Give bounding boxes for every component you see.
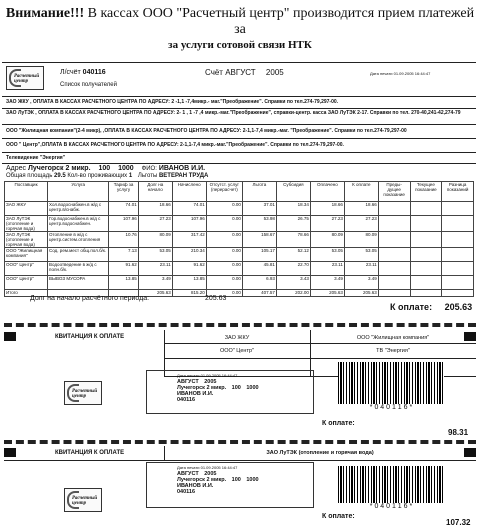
notice-line-2: за услуги сотовой связи НТК — [168, 39, 312, 51]
col-header: Долг на начало — [138, 182, 172, 202]
receipt2-pay-label: К оплате: — [322, 513, 355, 520]
table-row — [5, 232, 474, 248]
area-value: 29.5 — [54, 173, 66, 179]
receipt2-print-date: Дата печати 01.09.2005 16:44:47 — [177, 465, 238, 470]
receipt1-street: Лучегорск 2 микр. — [177, 385, 227, 391]
table-cell: 53.05 — [344, 248, 378, 262]
receipt1-pay-label: К оплате: — [322, 420, 355, 427]
table-cell: 18.66 — [310, 202, 344, 216]
debt-label: Долг на начало расчётного периода: — [30, 295, 150, 302]
receipt1-col-1: ЗАО ЖКУ — [224, 335, 250, 341]
table-cell: 407.57 — [242, 290, 276, 297]
bill-label: Счёт — [205, 68, 223, 77]
table-cell: 53.05 — [310, 248, 344, 262]
table-cell: 3.49 — [344, 276, 378, 290]
table-cell: 7.13 — [109, 248, 138, 262]
table-row — [5, 262, 474, 276]
table-cell: ЗАО ЛуТЭК (отопление и горячая вода) — [5, 232, 48, 248]
table-cell — [410, 202, 442, 216]
recipients-label: Список получателей — [60, 82, 117, 88]
table-cell: 205.63 — [344, 290, 378, 297]
table-cell: 0.00 — [206, 248, 242, 262]
address-flat: 1000 — [118, 165, 134, 172]
account-label: Л/счёт — [60, 69, 81, 76]
table-cell: Гор.водоснабжен.в ж/д с центр.водоснабжен. — [48, 216, 109, 232]
table-row — [5, 202, 474, 216]
bill-month: АВГУСТ — [225, 68, 256, 77]
col-header: Льгота — [242, 182, 276, 202]
table-cell: ООО "Жилищная компания" — [5, 248, 48, 262]
table-cell: ЗАО ЛуТЭК (отопление и горячая вода) — [5, 216, 48, 232]
table-header-row — [5, 182, 474, 202]
table-cell: 210.34 — [172, 248, 206, 262]
table-cell — [442, 290, 474, 297]
table-cell: Отопление в ж/д с центр.систем.отопления — [48, 232, 109, 248]
table-cell: 37.01 — [242, 202, 276, 216]
table-cell: 53.05 — [138, 248, 172, 262]
notice-banner — [0, 6, 480, 52]
to-pay-value: 205.63 — [444, 302, 473, 312]
table-cell — [410, 232, 442, 248]
table-cell — [442, 216, 474, 232]
receipt-marker — [4, 448, 16, 457]
receipt1-col-3: ООО" Центр" — [219, 348, 254, 354]
table-cell — [410, 262, 442, 276]
recipient-4: ООО " Центр",ОПЛАТА В КАССАХ РАСЧЕТНОГО ЦЕНТРА ПО АДРЕСУ: 2-1,1-7,4 микр.-маг."Преображение". Справки по тел.274-79,297-00. — [6, 142, 344, 148]
table-cell: 0.00 — [206, 202, 242, 216]
table-cell: 317.42 — [172, 232, 206, 248]
table-cell: 80.09 — [138, 232, 172, 248]
receipt1-house: 100 — [231, 385, 241, 391]
table-cell: 6.93 — [242, 276, 276, 290]
receipt2-logo — [64, 488, 102, 512]
residents-label: Кол-во проживающих — [67, 173, 128, 179]
table-cell: 27.23 — [138, 216, 172, 232]
benefits-label: Льготы — [137, 173, 158, 179]
table-cell: 27.23 — [310, 216, 344, 232]
area-label: Общая площадь — [6, 173, 53, 179]
receipt-marker — [4, 332, 16, 341]
table-cell: Водоотведение в ж/д с полн.б/к. — [48, 262, 109, 276]
table-cell: 202.00 — [276, 290, 310, 297]
table-cell: 80.09 — [310, 232, 344, 248]
table-cell: 45.81 — [242, 262, 276, 276]
bill-title — [205, 68, 284, 77]
receipt2-house: 100 — [231, 477, 241, 483]
receipt2-month: АВГУСТ — [177, 471, 199, 477]
to-pay-label: К оплате: — [390, 302, 433, 312]
fio-value: ИВАНОВ И.И. — [158, 165, 206, 172]
account-line — [60, 70, 106, 76]
table-cell: 3.49 — [138, 276, 172, 290]
table-cell: 78.66 — [276, 232, 310, 248]
table-cell — [378, 262, 410, 276]
residents-value: 1 — [128, 173, 133, 179]
table-cell: 3.43 — [276, 276, 310, 290]
table-cell: 0.00 — [206, 232, 242, 248]
table-cell: 26.75 — [276, 216, 310, 232]
table-cell — [378, 232, 410, 248]
logo-text: Расчетный центр — [72, 496, 98, 506]
table-cell: ВЫВОЗ МУСОРА — [48, 276, 109, 290]
table-cell: 815.20 — [172, 290, 206, 297]
receipt2-year: 2005 — [204, 471, 217, 477]
receipt2-fio: ИВАНОВ И.И. — [177, 483, 214, 489]
col-header: Субсидия — [276, 182, 310, 202]
table-row — [5, 248, 474, 262]
table-cell: Итого — [5, 290, 48, 297]
col-header: Тариф за услугу — [109, 182, 138, 202]
receipt2-street: Лучегорск 2 микр. — [177, 477, 227, 483]
table-cell: ЗАО ЖКУ — [5, 202, 48, 216]
table-cell — [442, 232, 474, 248]
table-cell: 107.96 — [172, 216, 206, 232]
table-cell: 158.67 — [242, 232, 276, 248]
table-cell: 22.70 — [276, 262, 310, 276]
table-cell: 18.34 — [276, 202, 310, 216]
col-header: Оплачено — [310, 182, 344, 202]
table-cell: 0.00 — [206, 276, 242, 290]
receipt1-logo — [64, 381, 102, 405]
table-cell — [378, 290, 410, 297]
services-table — [4, 181, 474, 297]
col-header: Поставщик — [5, 182, 48, 202]
table-cell: 23.11 — [310, 262, 344, 276]
table-cell: 0.00 — [206, 290, 242, 297]
recipient-5: Телевидение "Энергия" — [6, 155, 66, 161]
receipt1-print-date: Дата печати 01.09.2005 16:44:47 — [177, 373, 238, 378]
receipt2-barcode — [338, 466, 444, 508]
table-cell: 13.85 — [109, 276, 138, 290]
table-cell — [378, 202, 410, 216]
receipt1-flat: 1000 — [246, 385, 259, 391]
notice-text: В кассах ООО "Расчетный центр" производится прием платежей за — [84, 6, 475, 37]
table-cell: 27.23 — [344, 216, 378, 232]
table-cell: 205.63 — [310, 290, 344, 297]
table-cell: 0.00 — [206, 216, 242, 232]
col-header: Преды-дущее показание — [378, 182, 410, 202]
col-header: Текущее показание — [410, 182, 442, 202]
cut-line — [4, 440, 476, 444]
debt-value: 205.63 — [205, 295, 227, 302]
table-cell — [442, 248, 474, 262]
fio-label: ФИО: — [141, 166, 157, 172]
table-cell: 91.62 — [172, 262, 206, 276]
receipt1-year: 2005 — [204, 379, 217, 385]
table-cell — [442, 202, 474, 216]
table-cell — [442, 262, 474, 276]
receipt1-barcode-text: * 0 4 0 1 1 6 * — [338, 404, 444, 412]
table-cell — [410, 216, 442, 232]
company-logo — [6, 66, 44, 90]
notice-line-1 — [0, 6, 480, 38]
table-cell: 53.98 — [242, 216, 276, 232]
account-number: 040116 — [82, 69, 106, 76]
table-cell: 91.62 — [109, 262, 138, 276]
table-cell: 74.01 — [172, 202, 206, 216]
receipt2-info-box — [146, 462, 314, 508]
receipt2-barcode-text: * 0 4 0 1 1 6 * — [338, 503, 444, 511]
table-cell — [410, 276, 442, 290]
table-cell: 23.11 — [344, 262, 378, 276]
to-pay-line — [390, 302, 472, 312]
table-cell — [378, 216, 410, 232]
table-cell: 52.12 — [276, 248, 310, 262]
receipt1-month: АВГУСТ — [177, 379, 199, 385]
table-cell: Хол.водоснабжен.в ж/д с центр.в/снабж. — [48, 202, 109, 216]
receipt1-fio: ИВАНОВ И.И. — [177, 391, 214, 397]
table-cell — [410, 248, 442, 262]
table-cell — [410, 290, 442, 297]
address-line — [6, 165, 205, 173]
recipient-2: ЗАО ЛуТЭК , ОПЛАТА В КАССАХ РАСЧЕТНОГО ЦЕНТРА ПО АДРЕСУ: 2- 1 , 1 -7 ,4 микр.-маг."Преображение", справки-центр. касса ЗАО ЛуТЭК 2-17. Справки по тел. 270-40,241-42,274-79 — [6, 110, 461, 116]
receipt1-col-2: ООО "Жилищная компания" — [356, 335, 430, 341]
table-row — [5, 276, 474, 290]
table-row — [5, 216, 474, 232]
cut-line — [4, 323, 476, 327]
bill-year: 2005 — [265, 68, 284, 77]
receipt1-pay-value: 98.31 — [448, 428, 469, 437]
debt-line — [30, 295, 227, 302]
col-header: Разница показаний — [442, 182, 474, 202]
table-cell — [442, 276, 474, 290]
table-cell: ООО" Центр" — [5, 276, 48, 290]
table-cell: ООО" Центр" — [5, 262, 48, 276]
table-cell: 23.11 — [138, 262, 172, 276]
table-cell: 3.49 — [310, 276, 344, 290]
table-cell: 18.66 — [344, 202, 378, 216]
table-cell: 80.09 — [344, 232, 378, 248]
receipt2-company: ЗАО ЛуТЭК (отопление и горячая вода) — [266, 450, 374, 456]
area-line — [6, 173, 208, 180]
col-header: Начислено — [172, 182, 206, 202]
print-date: Дата печати 01.09.2005 16:44:47 — [370, 71, 431, 76]
table-cell — [378, 276, 410, 290]
recipient-1: ЗАО ЖКУ , ОПЛАТА В КАССАХ РАСЧЕТНОГО ЦЕНТРА ПО АДРЕСУ: 2 -1,1 -7,4микр.- маг."Преображение". Справки по тел.274-79,297-00. — [6, 99, 339, 105]
address-street: Лучегорск 2 микр. — [28, 165, 91, 172]
logo-text: Расчетный центр — [14, 74, 40, 84]
recipient-3: ООО "Жилищная компания"(2-4 микр), ,ОПЛАТА В КАССАХ РАСЧЕТНОГО ЦЕНТРА ПО АДРЕСУ: 2-1,1-7,4 микр.-маг. "Преображение". Справки по тел.274-79,297-00 — [6, 128, 407, 134]
receipt2-title: КВИТАНЦИЯ К ОПЛАТЕ — [55, 450, 125, 456]
notice-prefix: Внимание!!! — [5, 6, 85, 21]
table-cell: 74.01 — [109, 202, 138, 216]
receipt2-flat: 1000 — [246, 477, 259, 483]
table-cell: 107.96 — [109, 216, 138, 232]
benefits-value: ВЕТЕРАН ТРУДА — [158, 173, 209, 179]
receipt2-account: 040116 — [177, 489, 196, 495]
address-house: 100 — [98, 165, 111, 172]
receipt1-info-box — [146, 370, 314, 414]
receipt1-account: 040116 — [177, 397, 196, 403]
logo-text: Расчетный центр — [72, 389, 98, 399]
address-label: Адрес — [6, 165, 27, 172]
col-header: К оплате — [344, 182, 378, 202]
table-cell: 205.63 — [138, 290, 172, 297]
table-cell: 13.85 — [172, 276, 206, 290]
receipt1-col-4: ТВ "Энергия" — [376, 348, 410, 354]
table-cell: Сод. рем.мест общ.пол.б/к. — [48, 248, 109, 262]
col-header: Услуга — [48, 182, 109, 202]
receipt1-barcode — [338, 362, 444, 404]
receipt1-title: КВИТАНЦИЯ К ОПЛАТЕ — [55, 334, 125, 340]
receipt2-pay-value: 107.32 — [446, 518, 471, 527]
col-header: Отсутст. услуг (перерасчет) — [206, 182, 242, 202]
table-cell: 0.00 — [206, 262, 242, 276]
table-cell: 105.17 — [242, 248, 276, 262]
table-cell: 10.76 — [109, 232, 138, 248]
table-cell: 18.66 — [138, 202, 172, 216]
table-cell — [378, 248, 410, 262]
